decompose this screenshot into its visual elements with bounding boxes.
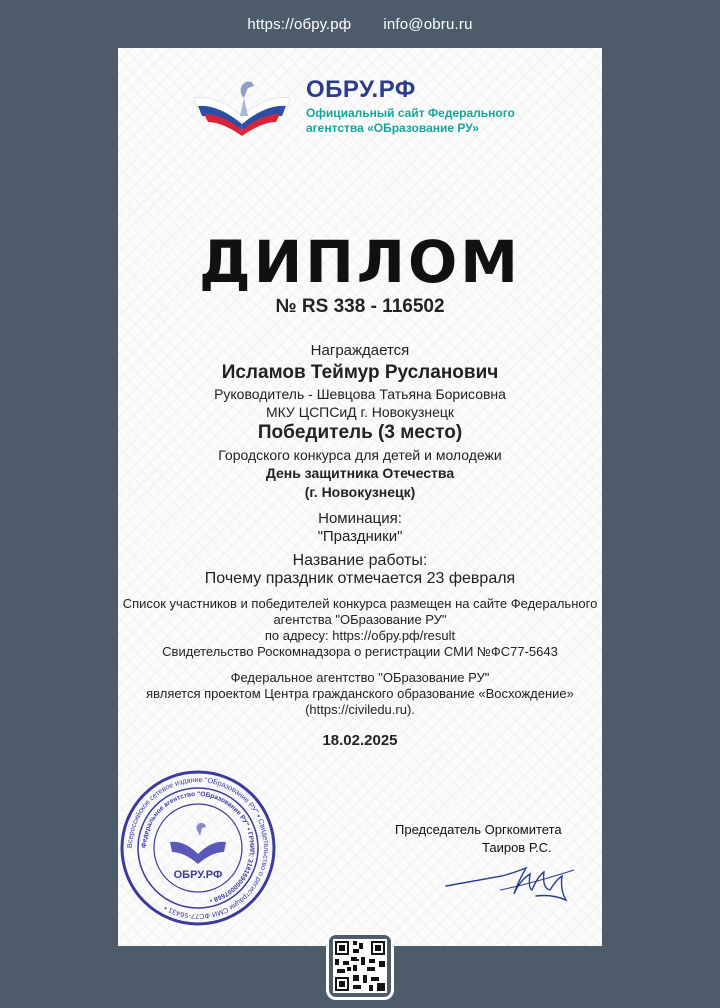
registration-line: Свидетельство Роскомнадзора о регистрации СМИ №ФС77-5643 [162, 644, 558, 659]
official-stamp [118, 768, 278, 928]
contact-email[interactable]: info@obru.ru [383, 15, 473, 33]
stamp-inner-text: Федеральное агентство "ОБразование РУ" • ГРНИП: 318169000007668 • [140, 790, 256, 904]
work-label: Название работы: [292, 552, 428, 569]
stamp-outer-text: Всероссийское сетевое издание "ОБразование РУ" • Свидетельство о регистрации СМИ ФС77-56431 • [124, 774, 272, 922]
place-line: Победитель (3 место) [257, 422, 463, 443]
signatory-name: Таиров Р.С. [482, 840, 552, 855]
issue-date: 18.02.2025 [322, 732, 398, 749]
info-line-2: агентства "ОБразование РУ" [273, 612, 447, 627]
svg-text:Федеральное агентство "ОБразов [141, 791, 255, 904]
book-eagle-logo-icon [194, 76, 304, 136]
top-header-bar [0, 0, 720, 48]
contest-line-3: (г. Новокузнецк) [304, 484, 416, 500]
qr-code-icon[interactable] [333, 939, 387, 993]
diploma-number: № RS 338 - 116502 [275, 296, 445, 317]
handwritten-signature [440, 850, 580, 910]
agency-line-2: является проектом Центра гражданского образование «Восхождение» [146, 686, 574, 701]
recipient-name: Исламов Теймур Русланович [221, 362, 499, 383]
organization-line: МКУ ЦСПСиД г. Новокузнецк [265, 404, 455, 420]
awarded-label: Награждается [310, 342, 410, 359]
supervisor-line: Руководитель - Шевцова Татьяна Борисовна [214, 386, 506, 402]
contest-line-2: День защитника Отечества [265, 465, 455, 481]
brand-subtitle: Официальный сайт Федерального агентства «ОБразование РУ» [306, 106, 515, 135]
nomination-label: Номинация: [318, 510, 402, 527]
brand-logo [194, 76, 534, 140]
info-line-1: Список участников и победителей конкурса размещен на сайте Федерального [122, 596, 598, 611]
signatory-title: Председатель Оргкомитета [395, 822, 562, 837]
agency-url-line[interactable]: (https://civiledu.ru). [305, 702, 415, 717]
qr-code-frame[interactable] [326, 932, 394, 1000]
work-title: Почему праздник отмечается 23 февраля [204, 570, 516, 587]
diploma-title: ДИПЛОМ [199, 228, 521, 296]
stamp-center-text: ОБРУ.РФ [173, 869, 223, 881]
agency-line-1: Федеральное агентство "ОБразование РУ" [230, 670, 490, 685]
site-url[interactable]: https://обру.рф [247, 15, 352, 33]
contest-line-1: Городского конкурса для детей и молодежи [218, 447, 502, 463]
stamp-book-icon [170, 823, 226, 864]
results-url-line[interactable]: по адресу: https://обру.рф/result [264, 628, 456, 643]
nomination-value: "Праздники" [317, 528, 403, 545]
brand-title: ОБРУ.РФ [306, 76, 416, 103]
